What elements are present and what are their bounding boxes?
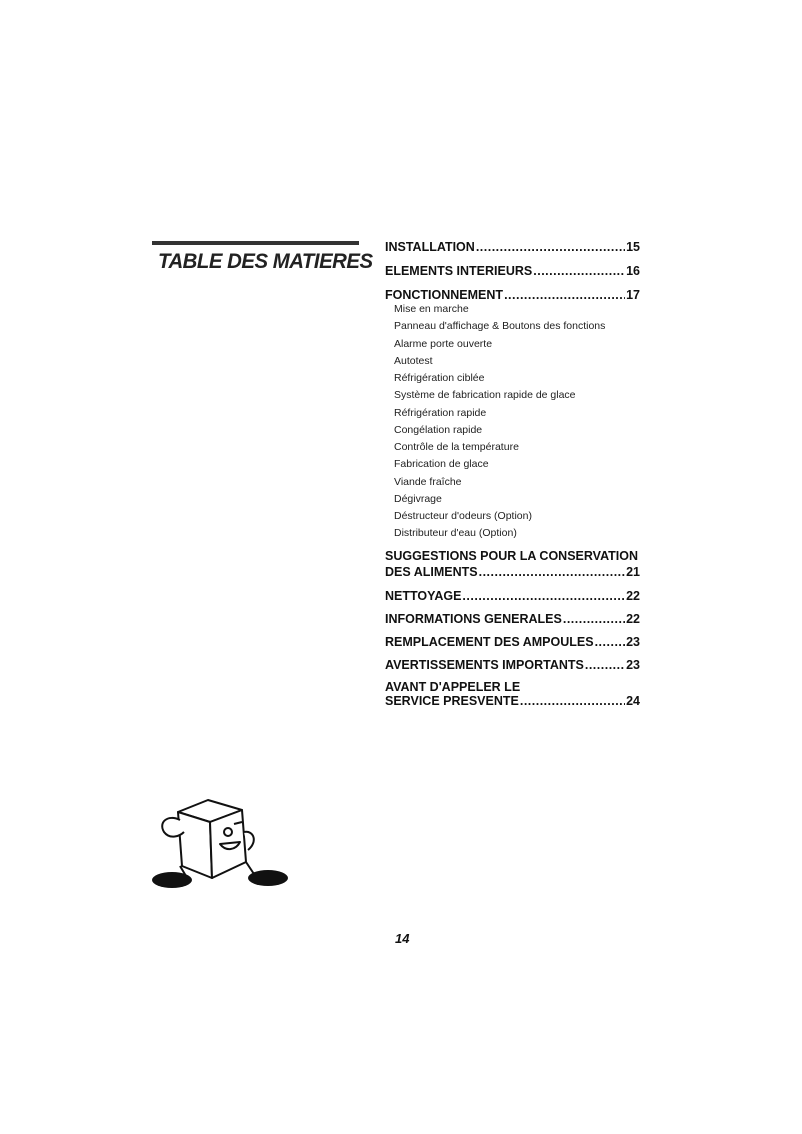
toc-page: 15 [626,240,640,254]
toc-entry-avant-line1[interactable]: AVANT D'APPELER LE [385,680,521,694]
toc-page: 23 [626,658,640,672]
toc-subitem[interactable]: Réfrigération rapide [394,406,487,419]
toc-page: 23 [626,635,640,649]
toc-label: INFORMATIONS GENERALES [385,612,562,626]
dot-leader [595,635,626,649]
toc-subitem[interactable]: Système de fabrication rapide de glace [394,389,576,402]
dot-leader [479,565,625,579]
toc-subitem[interactable]: Viande fraîche [394,475,462,488]
dot-leader [476,240,625,254]
toc-subitem[interactable]: Autotest [394,354,433,367]
toc-entry-remplacement[interactable] [385,635,640,649]
dot-leader [462,589,625,603]
dot-leader [504,288,625,302]
toc-subitem[interactable]: Déstructeur d'odeurs (Option) [394,510,532,522]
toc-subitem[interactable]: Alarme porte ouverte [394,337,493,350]
toc-subitem[interactable]: Réfrigération ciblée [394,372,485,384]
toc-page: 24 [626,694,640,708]
refrigerator-mascot-illustration [150,792,290,892]
toc-entry-informations[interactable] [385,612,640,626]
title-rule [152,241,359,245]
toc-entry-avant[interactable] [385,694,640,708]
toc-page: 16 [626,264,640,278]
toc-label: INSTALLATION [385,240,475,254]
toc-label: AVERTISSEMENTS IMPORTANTS [385,658,584,672]
toc-subitem[interactable]: Congélation rapide [394,423,483,436]
toc-entry-suggestions-line1[interactable]: SUGGESTIONS POUR LA CONSERVATION [385,549,639,563]
toc-page: 22 [626,589,640,603]
toc-entry-elements[interactable] [385,264,640,278]
toc-subitem[interactable]: Contrôle de la température [394,441,519,453]
dot-leader [563,612,625,626]
toc-subitem[interactable]: Dégivrage [394,492,442,505]
toc-page: 21 [626,565,640,579]
toc-subitem[interactable]: Mise en marche [394,303,469,315]
toc-entry-nettoyage[interactable] [385,589,640,603]
toc-label: REMPLACEMENT DES AMPOULES [385,635,594,649]
dot-leader [533,264,625,278]
page-title: TABLE DES MATIERES [158,250,373,273]
toc-label: DES ALIMENTS [385,565,478,579]
toc-subitem[interactable]: Distributeur d'eau (Option) [394,527,517,540]
toc-subitem[interactable]: Panneau d'affichage & Boutons des fonctions [394,320,606,333]
page-number: 14 [395,931,410,946]
toc-entry-fonctionnement[interactable] [385,288,640,302]
toc-page: 22 [626,612,640,626]
toc-label: FONCTIONNEMENT [385,288,504,302]
toc-entry-suggestions[interactable] [385,565,640,579]
toc-entry-installation[interactable] [385,240,640,254]
toc-subitem[interactable]: Fabrication de glace [394,458,489,471]
toc-label: SERVICE PRESVENTE [385,694,519,708]
dot-leader [520,694,625,708]
dot-leader [585,658,625,672]
toc-label: ELEMENTS INTERIEURS [385,264,533,278]
toc-page: 17 [626,288,640,302]
toc-label: NETTOYAGE [385,589,462,603]
toc-entry-avertissements[interactable] [385,658,640,672]
